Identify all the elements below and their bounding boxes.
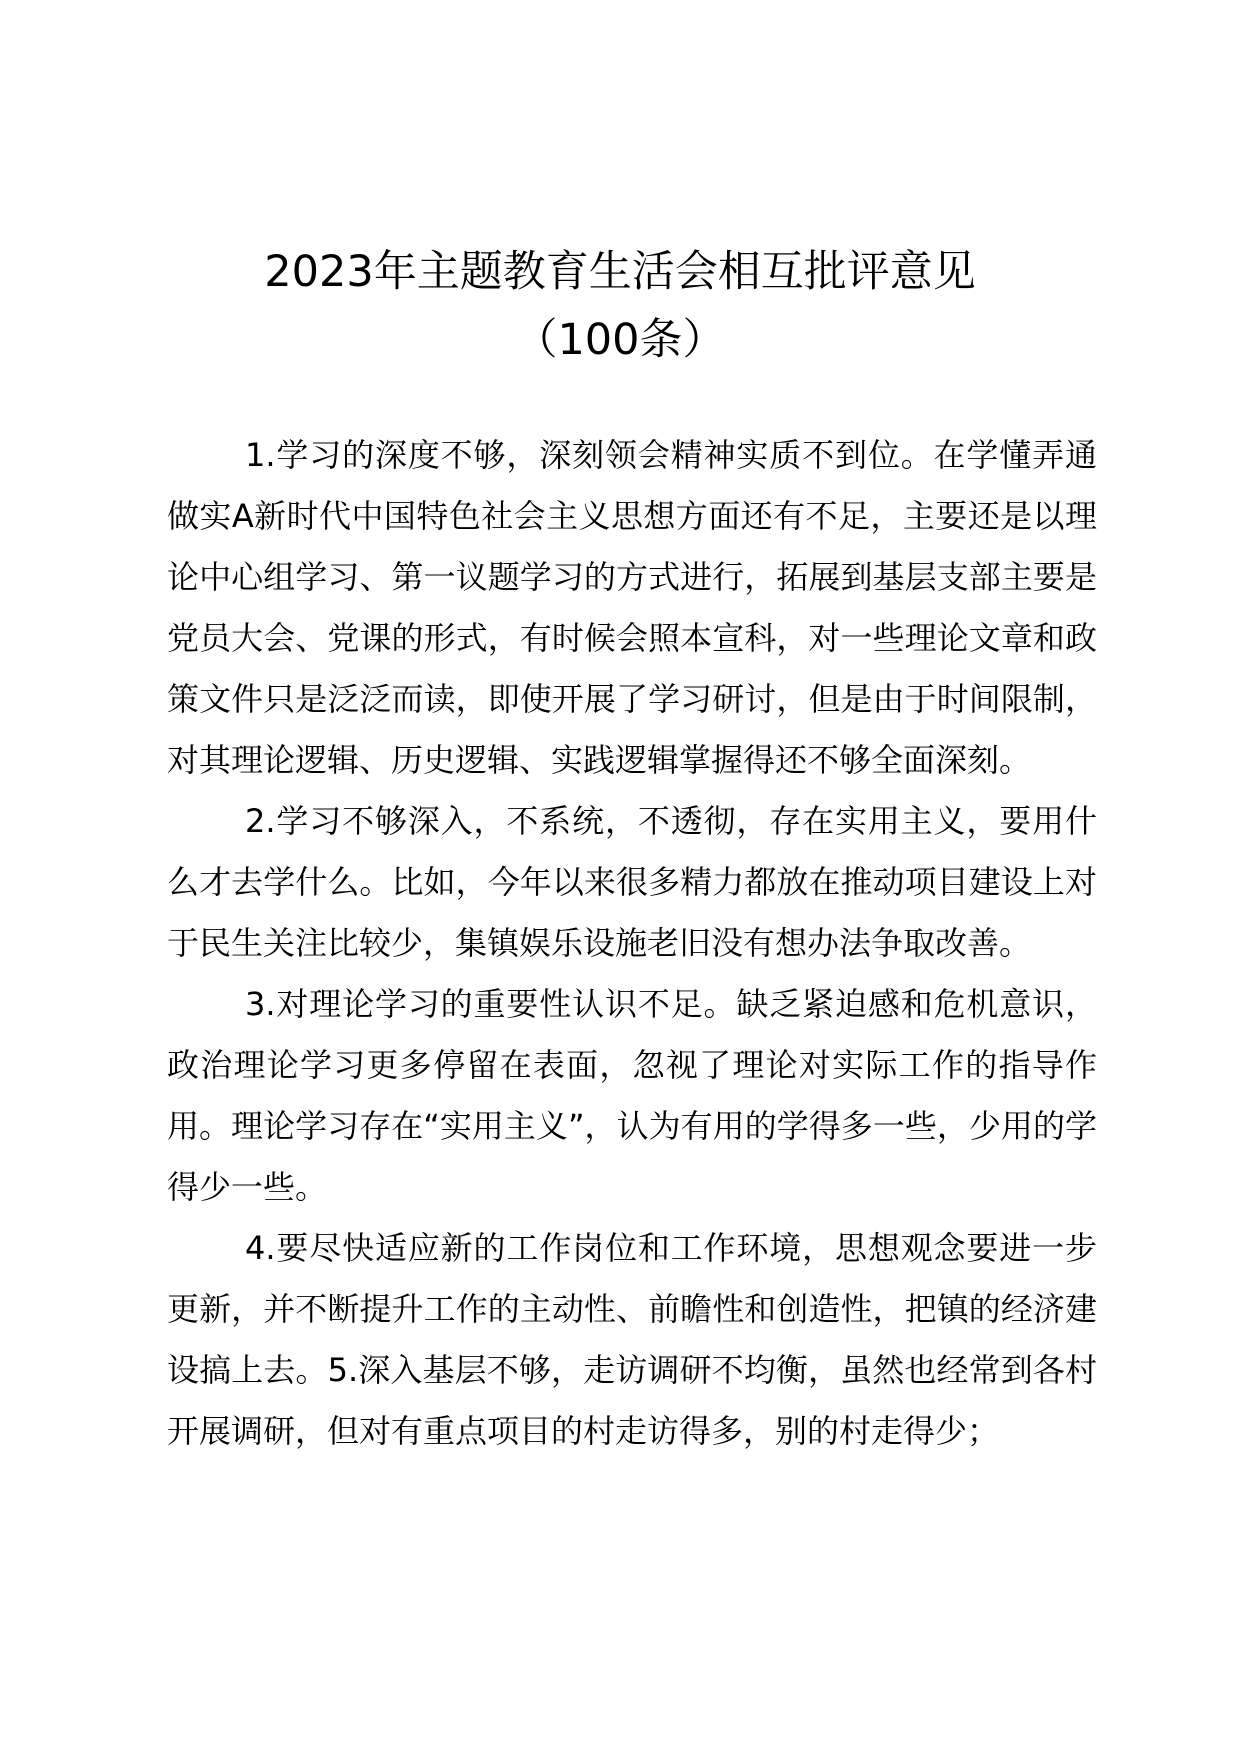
- title-line-count: （100条）: [514, 315, 726, 365]
- document-title: [0, 238, 1240, 374]
- paragraph-4: 4.要尽快适应新的工作岗位和工作环境，思想观念要进一步更新，并不断提升工作的主动性、前瞻性和创造性，把镇的经济建设搞上去。5.深入基层不够，走访调研不均衡，虽然也经常到各村开展调研，但对有重点项目的村走访得多，别的村走得少；: [167, 1229, 1097, 1450]
- title-line-main: 2023年主题教育生活会相互批评意见: [264, 247, 976, 297]
- document-body: [167, 425, 1097, 1462]
- paragraph-3: 3.对理论学习的重要性认识不足。缺乏紧迫感和危机意识，政治理论学习更多停留在表面，忽视了理论对实际工作的指导作用。理论学习存在“实用主义”，认为有用的学得多一些，少用的学得少一些。: [167, 985, 1097, 1206]
- paragraph-1: 1.学习的深度不够，深刻领会精神实质不到位。在学懂弄通做实A新时代中国特色社会主义思想方面还有不足，主要还是以理论中心组学习、第一议题学习的方式进行，拓展到基层支部主要是党员大会、党课的形式，有时候会照本宣科，对一些理论文章和政策文件只是泛泛而读，即使开展了学习研讨，但是由于时间限制，对其理论逻辑、历史逻辑、实践逻辑掌握得还不够全面深刻。: [167, 436, 1097, 779]
- paragraph-2: 2.学习不够深入，不系统，不透彻，存在实用主义，要用什么才去学什么。比如，今年以来很多精力都放在推动项目建设上对于民生关注比较少，集镇娱乐设施老旧没有想办法争取改善。: [167, 802, 1097, 962]
